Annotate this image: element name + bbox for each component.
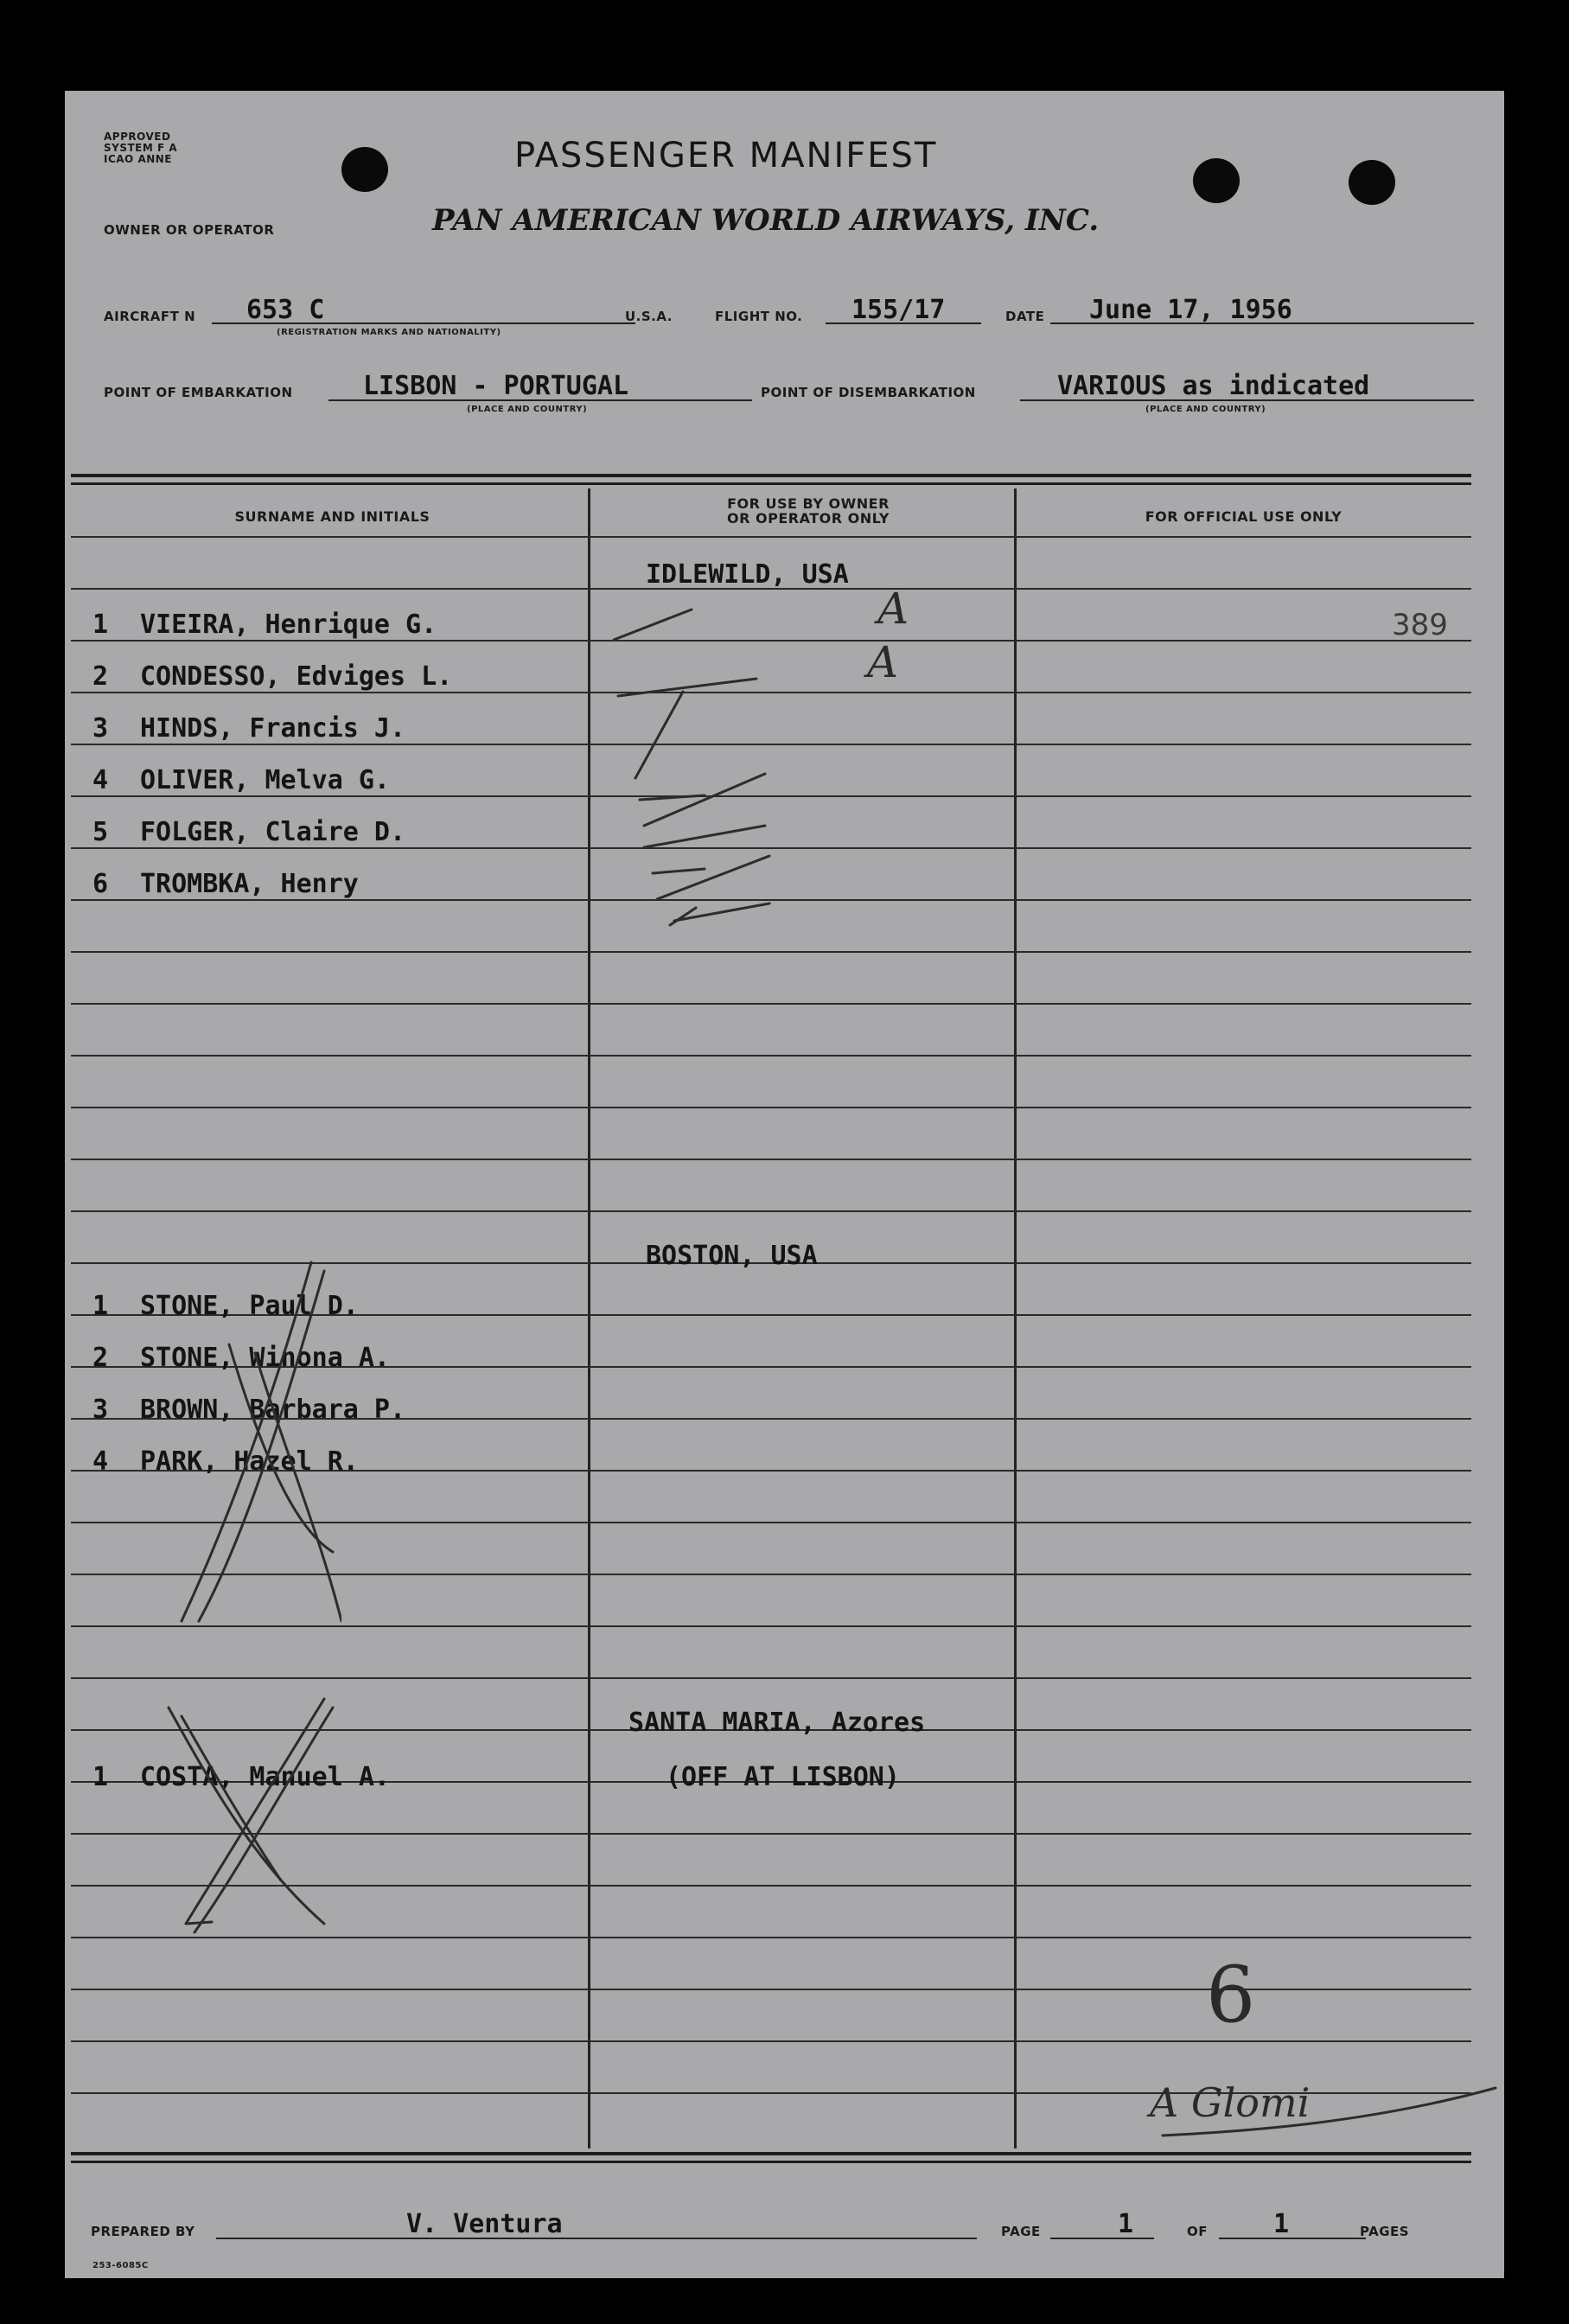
passenger-number: 1	[92, 1762, 109, 1792]
operator-name: PAN AMERICAN WORLD AIRWAYS, INC.	[432, 203, 1100, 238]
passenger-name: STONE, Winona A.	[140, 1343, 390, 1373]
embark-label: POINT OF EMBARKATION	[104, 385, 293, 400]
of-value: 1	[1273, 2209, 1290, 2239]
cross-out-mark-boston	[169, 1241, 341, 1638]
approval-line-3: ICAO ANNE	[104, 153, 173, 165]
destination-santa-maria: SANTA MARIA, Azores	[628, 1708, 926, 1738]
page-title: PASSENGER MANIFEST	[514, 136, 938, 176]
manifest-sheet	[65, 91, 1504, 2278]
signature: A Glomi	[1150, 2079, 1311, 2126]
approval-line-1: APPROVED	[104, 131, 171, 143]
disembark-label: POINT OF DISEMBARKATION	[761, 385, 976, 400]
cross-out-mark-santa-maria	[151, 1690, 341, 1950]
signature-flourish	[1145, 2062, 1504, 2148]
punch-hole-left	[341, 147, 388, 192]
page-value: 1	[1118, 2209, 1134, 2239]
disembark-value: VARIOUS as indicated	[1057, 371, 1370, 401]
passenger-name: STONE, Paul D.	[140, 1291, 359, 1321]
column-header-official-use: FOR OFFICIAL USE ONLY	[1145, 508, 1343, 525]
handwritten-count: 6	[1206, 1950, 1256, 2040]
passenger-number: 2	[92, 661, 109, 692]
ruled-line	[71, 1210, 1471, 1212]
checkmark-marks	[532, 575, 808, 990]
aircraft-label: AIRCRAFT N	[104, 309, 196, 324]
passenger-number: 1	[92, 1291, 109, 1321]
ruled-line	[71, 2040, 1471, 2042]
of-label: OF	[1187, 2224, 1208, 2239]
ruled-line	[71, 536, 1471, 538]
column-header-owner-use-2: OR OPERATOR ONLY	[727, 510, 890, 527]
passenger-name: TROMBKA, Henry	[140, 869, 359, 899]
pages-label: PAGES	[1360, 2224, 1410, 2239]
aircraft-value: 653 C	[246, 295, 325, 325]
flight-label: FLIGHT NO.	[715, 309, 803, 324]
ruled-line	[71, 1107, 1471, 1108]
owner-label: OWNER OR OPERATOR	[104, 222, 275, 238]
passenger-number: 3	[92, 1395, 109, 1425]
form-code: 253-6085C	[92, 2261, 149, 2270]
usa-label: U.S.A.	[625, 309, 673, 324]
punch-hole-right-1	[1193, 158, 1240, 203]
prepared-by-value: V. Ventura	[406, 2209, 563, 2239]
passenger-number: 4	[92, 765, 109, 795]
embark-caption: (PLACE AND COUNTRY)	[467, 405, 588, 414]
disembark-caption: (PLACE AND COUNTRY)	[1145, 405, 1266, 414]
date-label: DATE	[1005, 309, 1045, 324]
ruled-line	[71, 1055, 1471, 1057]
column-header-surname: SURNAME AND INITIALS	[234, 508, 431, 525]
passenger-number: 1	[92, 610, 109, 640]
passenger-name: CONDESSO, Edviges L.	[140, 661, 453, 692]
passenger-name: HINDS, Francis J.	[140, 713, 406, 744]
passenger-number: 4	[92, 1446, 109, 1477]
prepared-by-label: PREPARED BY	[91, 2224, 195, 2239]
destination-note: (OFF AT LISBON)	[666, 1762, 900, 1792]
owner-note: A	[877, 584, 909, 634]
passenger-name: VIEIRA, Henrique G.	[140, 610, 437, 640]
punch-hole-right-2	[1349, 160, 1395, 205]
date-value: June 17, 1956	[1089, 295, 1292, 325]
passenger-name: OLIVER, Melva G.	[140, 765, 390, 795]
passenger-name: COSTA, Manuel A.	[140, 1762, 390, 1792]
destination-boston: BOSTON, USA	[646, 1241, 818, 1271]
column-divider-2	[1014, 488, 1017, 2148]
passenger-name: BROWN, Barbara P.	[140, 1395, 406, 1425]
embark-value: LISBON - PORTUGAL	[363, 371, 629, 401]
official-number: 389	[1392, 608, 1448, 642]
destination-idlewild: IDLEWILD, USA	[646, 559, 849, 590]
ruled-line	[71, 1989, 1471, 1990]
flight-value: 155/17	[851, 295, 946, 325]
approval-line-2: SYSTEM F A	[104, 142, 178, 154]
ruled-line	[71, 1159, 1471, 1160]
owner-note: A	[867, 637, 899, 687]
registration-caption: (REGISTRATION MARKS AND NATIONALITY)	[277, 328, 501, 337]
passenger-number: 2	[92, 1343, 109, 1373]
ruled-line	[71, 1677, 1471, 1679]
passenger-number: 6	[92, 869, 109, 899]
passenger-number: 3	[92, 713, 109, 744]
passenger-name: PARK, Hazel R.	[140, 1446, 359, 1477]
page-label: PAGE	[1001, 2224, 1041, 2239]
passenger-name: FOLGER, Claire D.	[140, 817, 406, 847]
column-header-owner-use-1: FOR USE BY OWNER	[727, 495, 890, 512]
passenger-number: 5	[92, 817, 109, 847]
ruled-line	[71, 1003, 1471, 1005]
